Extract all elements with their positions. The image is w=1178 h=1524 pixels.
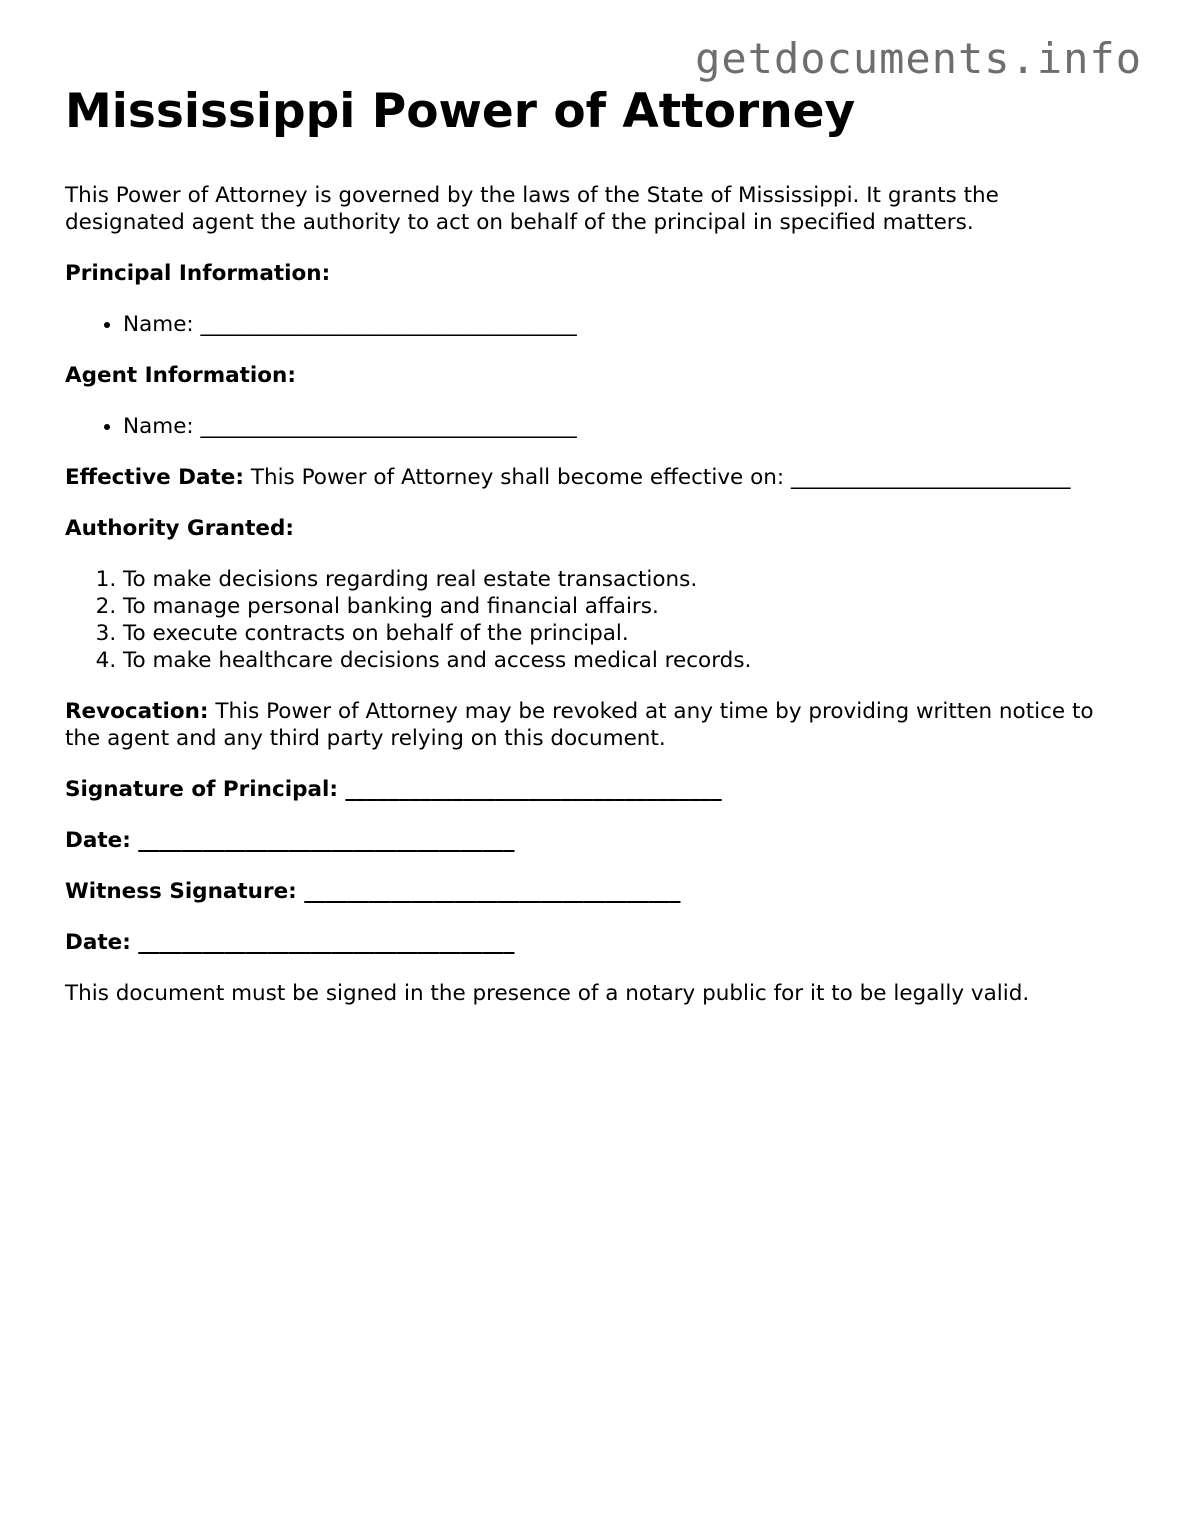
- authority-heading: Authority Granted:: [65, 516, 294, 541]
- principal-heading: Principal Information:: [65, 261, 331, 286]
- notary-note: This document must be signed in the presence of a notary public for it to be legally valid.: [65, 981, 1030, 1006]
- revocation-label: Revocation:: [65, 699, 209, 724]
- agent-list: [65, 413, 1125, 440]
- witness-date-line: Date: ___________________________________: [65, 930, 515, 955]
- authority-item: 3. To execute contracts on behalf of the principal.: [123, 620, 1125, 647]
- authority-item: 4. To make healthcare decisions and access medical records.: [123, 647, 1125, 674]
- principal-signature-line: Signature of Principal: ___________________________________: [65, 777, 722, 802]
- effective-date-label: Effective Date:: [65, 465, 244, 490]
- authority-list: [65, 566, 1125, 674]
- agent-heading: Agent Information:: [65, 363, 296, 388]
- watermark-text: getdocuments.info: [695, 34, 1142, 83]
- document-title: Mississippi Power of Attorney: [65, 84, 856, 139]
- revocation-text: This Power of Attorney may be revoked at any time by providing written notice to the agent and any third party relying on this document.: [65, 699, 1094, 751]
- principal-name-field: • Name: ___________________________________: [123, 311, 1125, 338]
- principal-date-line: Date: ___________________________________: [65, 828, 515, 853]
- authority-item: 1. To make decisions regarding real estate transactions.: [123, 566, 1125, 593]
- document-page: [65, 84, 1125, 1031]
- revocation-section: [65, 698, 1125, 752]
- principal-list: [65, 311, 1125, 338]
- effective-date-section: [65, 464, 1125, 491]
- authority-item: 2. To manage personal banking and financial affairs.: [123, 593, 1125, 620]
- agent-name-field: • Name: ___________________________________: [123, 413, 1125, 440]
- witness-signature-line: Witness Signature: ___________________________________: [65, 879, 681, 904]
- effective-date-text: This Power of Attorney shall become effective on: __________________________: [243, 465, 1071, 490]
- intro-paragraph: This Power of Attorney is governed by the laws of the State of Mississippi. It grants the designated agent the authority to act on behalf of the principal in specified matters.: [65, 183, 999, 235]
